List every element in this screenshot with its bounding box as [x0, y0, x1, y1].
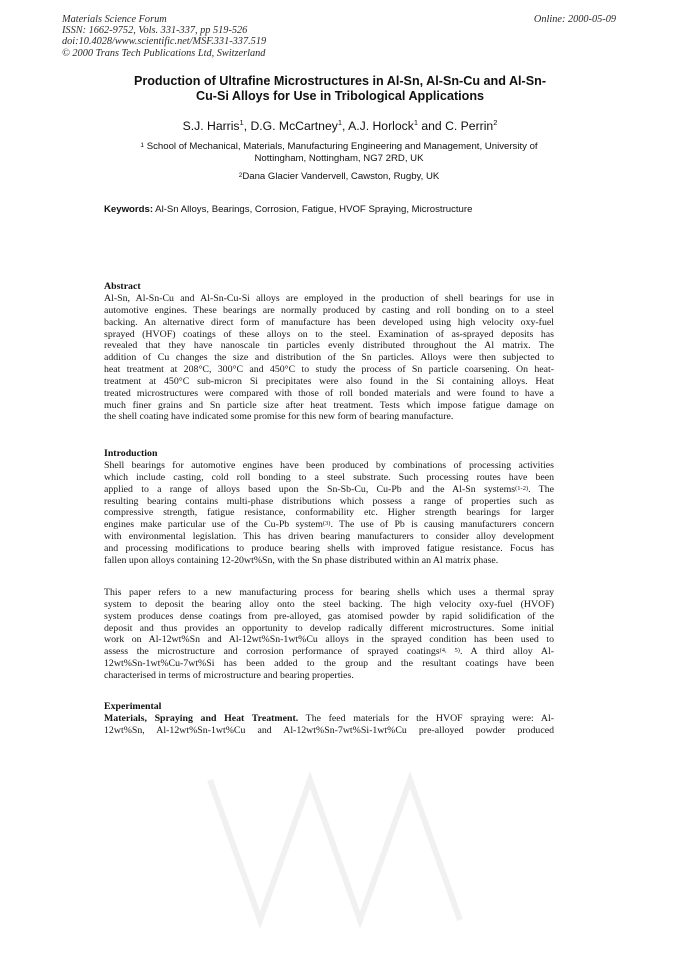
- paragraph-line: which include casting, cold roll bonding to a steel substrate. Such processing routes have been: [104, 471, 554, 483]
- keywords-text: Al-Sn Alloys, Bearings, Corrosion, Fatigue, HVOF Spraying, Microstructure: [153, 204, 473, 215]
- watermark-graphic: [200, 760, 500, 940]
- paragraph-line: system to deposit the bearing alloy onto the steel backing. The high velocity oxy-fuel (HVOF): [104, 598, 554, 610]
- abstract-heading: Abstract: [104, 281, 141, 292]
- journal-name: Materials Science Forum: [62, 14, 167, 25]
- affiliation-text: School of Mechanical, Materials, Manufacturing Engineering and Management, University of: [144, 141, 538, 152]
- subsection-heading: Materials, Spraying and Heat Treatment.: [104, 713, 299, 724]
- paragraph-line: This paper refers to a new manufacturing process for bearing shells which uses a thermal spray: [104, 587, 554, 598]
- paragraph-line: resulting bearing contains multi-phase distributions which possess a range of properties such as: [104, 495, 554, 507]
- abstract-line: treatment at 450°C sub-micron Si precipitates were also found in the Si containing alloys. Heat: [104, 375, 554, 387]
- paragraph-line: deposit and thus provides an opportunity to develop radically different microstructures. Some initial: [104, 622, 554, 634]
- author-list: [95, 119, 585, 133]
- paragraph-line: compressive strength, fatigue resistance, conformability etc. Higher strength bearings for larger: [104, 507, 554, 519]
- journal-copyright: © 2000 Trans Tech Publications Ltd, Switzerland: [62, 47, 266, 59]
- keywords-label: Keywords:: [104, 204, 154, 215]
- affiliation-1: [89, 141, 589, 164]
- abstract-line: treated microstructures were compared with those of roll bonded materials and were found to have a: [104, 387, 554, 399]
- paragraph-line: assess the microstructure and corrosion performance of sprayed coatings$^{(4, 5)}$. A third alloy Al-: [104, 646, 554, 658]
- affiliation-mark: 1: [140, 142, 145, 149]
- paragraph-line: characterised in terms of microstructure and bearing properties.: [104, 669, 354, 681]
- affiliation-2: [89, 171, 589, 183]
- citation-ref[interactable]: (4, 5): [439, 647, 460, 655]
- introduction-heading: Introduction: [104, 448, 158, 459]
- paragraph-line: and processing modifications to produce bearing shells with improved fatigue resistance. Focus has: [104, 542, 554, 554]
- paragraph-line: Materials, Spraying and Heat Treatment. The feed materials for the HVOF spraying were: Al-: [104, 713, 554, 724]
- introduction-paragraph-2: [104, 587, 554, 682]
- introduction-paragraph-1: [104, 460, 554, 567]
- author-affiliation-mark: 1: [337, 118, 343, 127]
- abstract-body: [104, 293, 554, 423]
- affiliation-text: Dana Glacier Vandervell, Cawston, Rugby, UK: [242, 171, 440, 182]
- abstract-line: the shell coating have indicated some promise for this new form of bearing manufacture.: [104, 411, 454, 423]
- abstract-line: sprayed (HVOF) coatings of these alloys on to the steel. Examination of as-sprayed deposits has: [104, 328, 554, 340]
- keywords: [104, 204, 574, 215]
- paragraph-line: 12wt%Sn, Al-12wt%Sn-1wt%Cu and Al-12wt%Sn-7wt%Si-1wt%Cu pre-alloyed powder produced: [104, 724, 554, 736]
- paragraph-line: 12wt%Sn-1wt%Cu-7wt%Si has been added to the group and the resultant coatings have been: [104, 658, 554, 670]
- experimental-paragraph: [104, 713, 554, 737]
- author-affiliation-mark: 1: [239, 118, 244, 127]
- abstract-line: heat treatment at 208°C, 300°C and 450°C to study the process of Sn particle coarsening. On heat-: [104, 364, 554, 376]
- paper-title: [95, 74, 585, 105]
- citation-ref[interactable]: (3): [322, 520, 331, 528]
- citation-ref[interactable]: (1-2): [515, 484, 529, 492]
- author-name: and C. Perrin: [417, 119, 494, 133]
- experimental-heading: Experimental: [104, 701, 162, 712]
- journal-doi[interactable]: doi:10.4028/www.scientific.net/MSF.331-337.519: [62, 36, 267, 48]
- paragraph-line: Shell bearings for automotive engines have been produced by combinations of processing activities: [104, 460, 554, 471]
- paragraph-line: system produces dense coatings from pre-alloyed, gas atomised powder by rapid solidification of the: [104, 610, 554, 622]
- author-affiliation-mark: 1: [413, 118, 418, 127]
- author-name: , A.J. Horlock: [342, 119, 414, 133]
- author-affiliation-mark: 2: [493, 118, 498, 127]
- paper-title-line-2: Cu-Si Alloys for Use in Tribological Applications: [195, 89, 485, 104]
- abstract-line: revealed that they have nanoscale tin particles evenly distributed throughout the Al matrix. The: [104, 340, 554, 352]
- online-date: Online: 2000-05-09: [533, 14, 616, 25]
- paper-title-line-1: Production of Ultrafine Microstructures in Al-Sn, Al-Sn-Cu and Al-Sn-: [133, 74, 547, 88]
- affiliation-mark: 2: [238, 172, 243, 179]
- paragraph-line: work on Al-12wt%Sn and Al-12wt%Sn-1wt%Cu alloys in the sprayed condition has been used to: [104, 634, 554, 646]
- paragraph-line: with environmental legislation. This has driven bearing manufacturers to consider alloy development: [104, 531, 554, 543]
- author-name: S.J. Harris: [182, 119, 240, 133]
- affiliation-text: Nottingham, Nottingham, NG7 2RD, UK: [254, 152, 424, 164]
- paragraph-line: engines make particular use of the Cu-Pb system$^{(3)}$. The use of Pb is causing manufacturers concern: [104, 519, 555, 531]
- author-name: , D.G. McCartney: [243, 119, 338, 133]
- abstract-line: Al-Sn, Al-Sn-Cu and Al-Sn-Cu-Si alloys are employed in the production of shell bearings for use in: [104, 293, 554, 304]
- paragraph-line: fallen upon alloys containing 12-20wt%Sn, with the Sn phase distributed within an Al matrix phase.: [104, 554, 499, 566]
- abstract-line: automotive engines. These bearings are normally produced by casting and roll bonding on to a steel: [104, 304, 554, 316]
- journal-header: [62, 14, 618, 59]
- abstract-line: addition of Cu changes the size and distribution of the Sn particles. Alloys were then subjected to: [104, 352, 554, 364]
- abstract-line: much finer grains and Sn particle size after heat treatment. Tests which impose fatigue damage on: [104, 399, 554, 411]
- paragraph-line: applied to a range of alloys based upon the Sn-Sb-Cu, Cu-Pb and the Al-Sn systems$^{(1-2)}$. The: [104, 483, 554, 495]
- abstract-line: backing. An alternative direct form of manufacture has been developed using high velocity oxy-fuel: [104, 316, 554, 328]
- journal-issn: ISSN: 1662-9752, Vols. 331-337, pp 519-526: [62, 25, 248, 37]
